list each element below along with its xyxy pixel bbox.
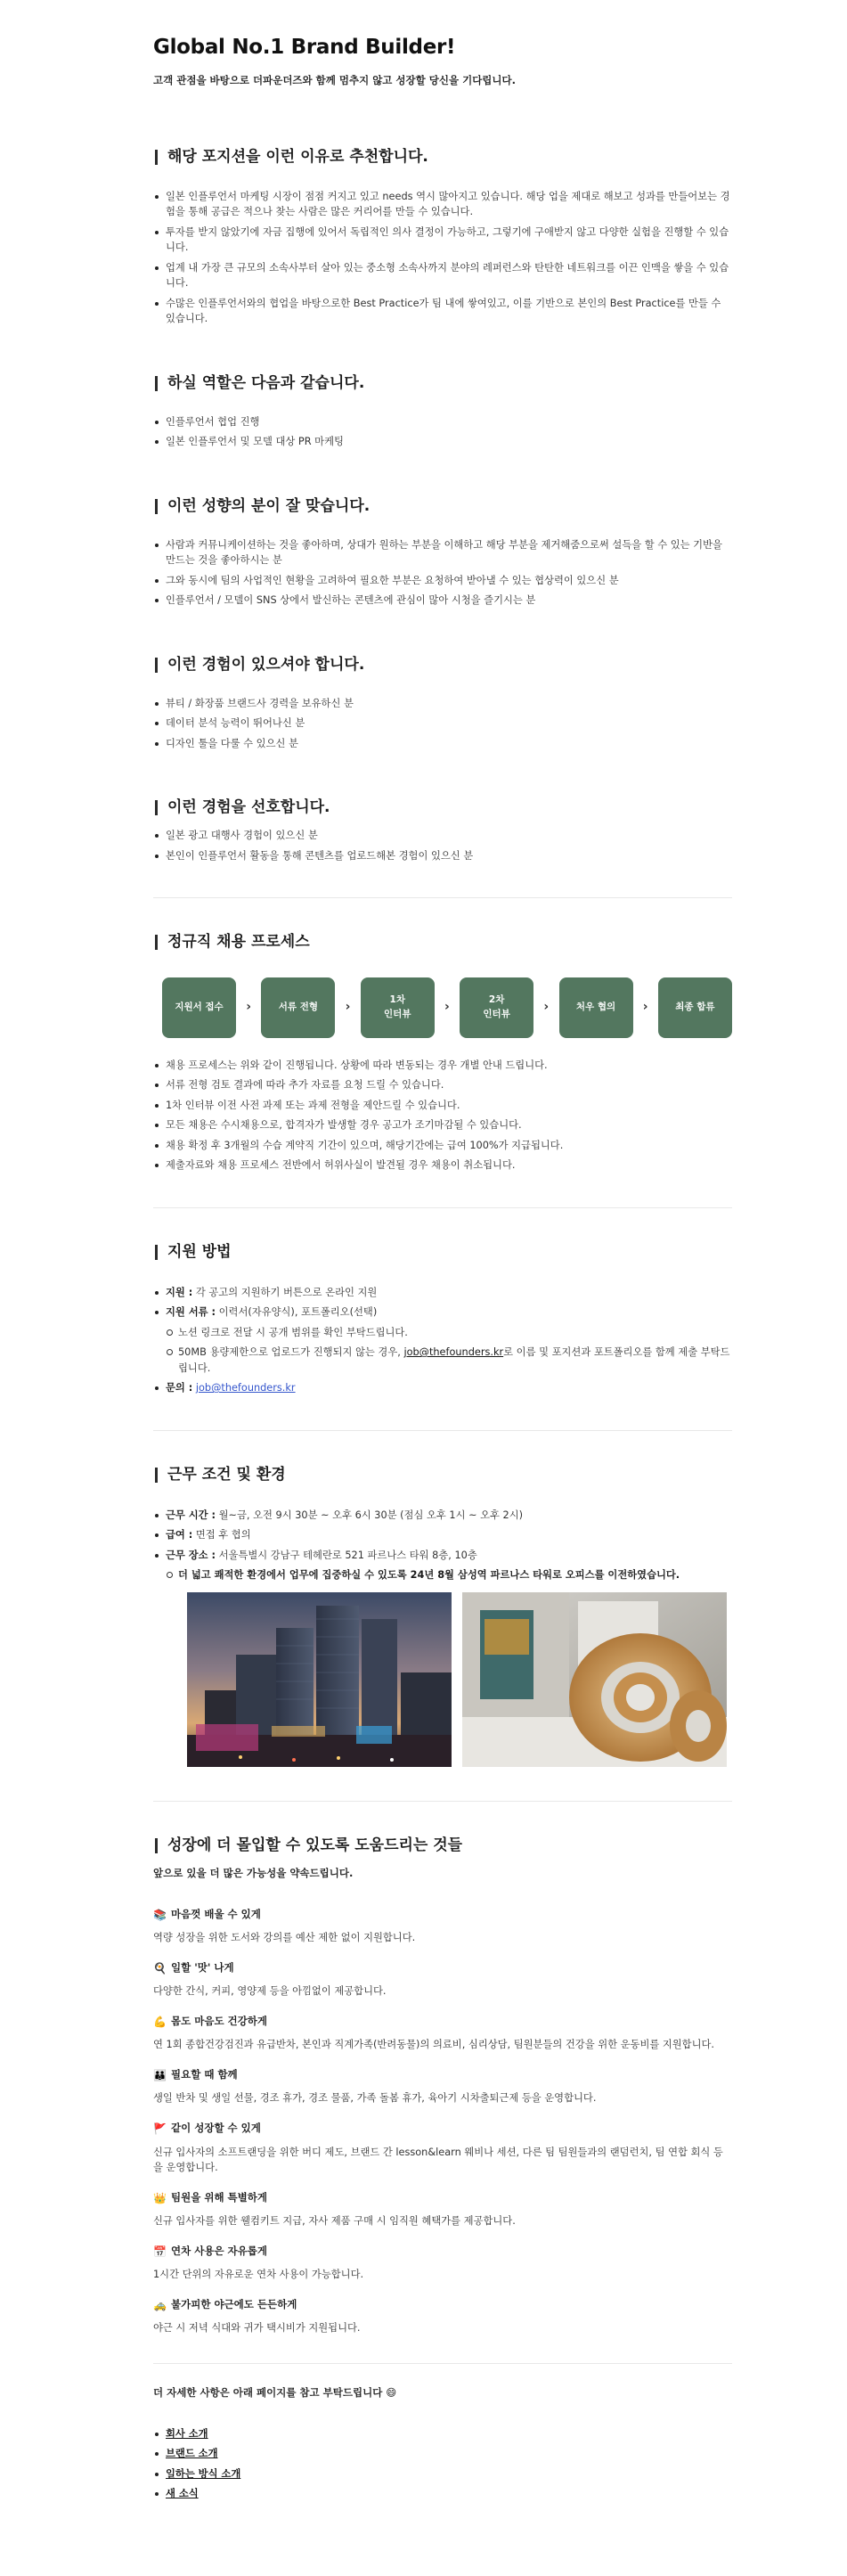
step-label: 2차 인터뷰	[483, 994, 510, 1019]
list-item: 사람과 커뮤니케이션하는 것을 좋아하며, 상대가 원하는 부분을 이해하고 해당 부분을 제거해줌으로써 설득을 할 수 있는 기반을 만드는 것을 좋아하시는 분	[153, 537, 732, 568]
section-heading: 정규직 채용 프로세스	[153, 932, 732, 952]
field-value: 이력서(자유양식), 포트폴리오(선택)	[216, 1306, 378, 1319]
field-label: 지원 :	[166, 1286, 193, 1298]
chevron-right-icon: ›	[444, 999, 450, 1014]
list-item: 일본 광고 대행사 경험이 있으신 분	[153, 828, 732, 844]
benefit-title-text: 같이 성장할 수 있게	[171, 2122, 261, 2135]
section-benefits	[153, 1836, 732, 2336]
benefit-desc: 역량 성장을 위한 도서와 강의를 예산 제한 없이 지원합니다.	[153, 1932, 416, 1944]
section-process	[153, 932, 732, 1173]
divider	[153, 1207, 732, 1208]
divider	[153, 1801, 732, 1802]
section-more	[153, 2385, 732, 2502]
field-label: 급여 :	[166, 1529, 193, 1542]
sub-list-item	[166, 1345, 732, 1376]
field-label: 근무 시간 :	[166, 1509, 216, 1521]
benefit-title	[153, 2014, 732, 2031]
list-item: 서류 전형 검토 결과에 따라 추가 자료를 요청 드릴 수 있습니다.	[153, 1077, 732, 1093]
list-item: 뷰티 / 화장품 브랜드사 경력을 보유하신 분	[153, 696, 732, 712]
list-item: 채용 프로세스는 위와 같이 진행됩니다. 상황에 따라 변동되는 경우 개별 안내 드립니다.	[153, 1058, 732, 1074]
divider	[153, 1430, 732, 1431]
list-item: 수많은 인플루언서와의 협업을 바탕으로한 Best Practice가 팀 내에 쌓여있고, 이를 기반으로 본인의 Best Practice를 만들 수 있습니다.	[153, 296, 732, 327]
list-item: 일본 인플루언서 마케팅 시장이 점점 커지고 있고 needs 역시 많아지고 있습니다. 해당 업을 제대로 해보고 성과를 만들어보는 경험을 통해 공급은 적으나 찾는 사람은 많은 커리어를 만들 수 있습니다.	[153, 189, 732, 220]
content-column	[153, 32, 732, 2506]
more-links	[153, 2426, 732, 2502]
field-value: 월~금, 오전 9시 30분 ~ 오후 6시 30분 (점심 오후 1시 ~ 오후 2시)	[216, 1509, 524, 1521]
list-item	[153, 1527, 732, 1543]
divider	[153, 897, 732, 898]
sub-list-item	[166, 1567, 732, 1583]
brand-intro-link[interactable]: 브랜드 소개	[166, 2448, 218, 2460]
section-heading: 하실 역할은 다음과 같습니다.	[153, 373, 732, 393]
section-roles	[153, 373, 732, 450]
step-label: 지원서 접수	[175, 1001, 224, 1012]
benefit-desc: 생일 반차 및 생일 선물, 경조 휴가, 경조 물품, 가족 돌봄 휴가, 육아기 시차출퇴근제 등을 운영합니다.	[153, 2092, 597, 2105]
benefit-title	[153, 1907, 732, 1924]
benefit-title-text: 마음껏 배울 수 있게	[171, 1908, 261, 1920]
office-note: 더 넓고 쾌적한 환경에서 업무에 집중하실 수 있도록 24년 8월 삼성역 파르나스 타워로 오피스를 이전하였습니다.	[178, 1569, 680, 1582]
section-heading: 이런 경험을 선호합니다.	[153, 797, 732, 817]
list-item: 제출자료와 채용 프로세스 전반에서 허위사실이 발견될 경우 채용이 취소됩니다.	[153, 1157, 732, 1174]
benefit-title-text: 필요할 때 함께	[171, 2068, 238, 2081]
list-item: 투자를 받지 않았기에 자금 집행에 있어서 독립적인 의사 결정이 가능하고, 그렇기에 구애받지 않고 다양한 실험을 진행할 수 있습니다.	[153, 225, 732, 256]
chevron-right-icon: ›	[246, 999, 252, 1014]
flag-icon: 🚩	[153, 2122, 167, 2135]
cooking-icon: 🍳	[153, 1961, 167, 1975]
list-item	[153, 1304, 732, 1376]
sub-list-item: 노션 링크로 전달 시 공개 범위를 확인 부탁드립니다.	[166, 1325, 732, 1341]
office-lobby-photo	[462, 1592, 727, 1767]
note-text: 50MB 용량제한으로 업로드가 진행되지 않는 경우,	[178, 1346, 401, 1359]
benefit-title	[153, 2121, 732, 2138]
benefit-title-text: 연차 사용은 자유롭게	[171, 2245, 267, 2258]
benefit-title	[153, 1960, 732, 1977]
benefit-title	[153, 2190, 732, 2207]
more-heading: 더 자세한 사항은 아래 페이지를 참고 부탁드립니다 😄	[153, 2385, 397, 2399]
step-label: 최종 합류	[675, 1001, 715, 1012]
office-photos	[187, 1592, 732, 1767]
process-step	[361, 977, 435, 1038]
list-item: 업계 내 가장 큰 규모의 소속사부터 살아 있는 중소형 소속사까지 분야의 레퍼런스와 탄탄한 네트워크를 이끈 인맥을 쌓을 수 있습니다.	[153, 260, 732, 291]
contact-email-link[interactable]: job@thefounders.kr	[195, 1382, 296, 1394]
section-heading: 해당 포지션을 이런 이유로 추천합니다.	[153, 147, 732, 167]
benefit-desc: 연 1회 종합건강검진과 유급반차, 본인과 직계가족(반려동물)의 의료비, 심리상담, 팀원분들의 건강을 위한 운동비를 지원합니다.	[153, 2039, 715, 2051]
list-item: 디자인 툴을 다룰 수 있으신 분	[153, 736, 732, 752]
field-label: 지원 서류 :	[166, 1306, 216, 1319]
calendar-icon: 📅	[153, 2245, 167, 2258]
process-step	[559, 977, 633, 1038]
step-label: 1차 인터뷰	[384, 994, 411, 1019]
list-item: 데이터 분석 능력이 뛰어나신 분	[153, 716, 732, 732]
process-step	[658, 977, 732, 1038]
benefit-title-text: 팀원을 위해 특별하게	[171, 2190, 267, 2204]
benefit-title-text: 불가피한 야근에도 든든하게	[171, 2298, 297, 2311]
section-heading: 지원 방법	[153, 1242, 732, 1262]
field-label: 문의 :	[166, 1382, 193, 1394]
step-label: 처우 협의	[575, 1001, 616, 1012]
roles-list	[153, 414, 732, 450]
list-item	[153, 1548, 732, 1583]
sub-list	[166, 1325, 732, 1377]
benefit-title-text: 일할 '맛' 나게	[171, 1961, 234, 1975]
office-building-photo	[187, 1592, 452, 1767]
personality-list	[153, 537, 732, 609]
list-item	[153, 1285, 732, 1301]
chevron-right-icon: ›	[642, 999, 648, 1014]
reasons-list	[153, 189, 732, 327]
email-link[interactable]: job@thefounders.kr	[403, 1346, 504, 1359]
list-item: 1차 인터뷰 이전 사전 과제 또는 과제 전형을 제안드릴 수 있습니다.	[153, 1098, 732, 1114]
section-apply	[153, 1242, 732, 1396]
list-item: 본인이 인플루언서 활동을 통해 콘텐츠를 업로드해본 경험이 있으신 분	[153, 848, 732, 864]
process-notes	[153, 1058, 732, 1174]
list-item	[153, 2486, 732, 2502]
field-value: 서울특별시 강남구 테헤란로 521 파르나스 타워 8층, 10층	[216, 1549, 477, 1561]
apply-list	[153, 1285, 732, 1396]
page-title: Global No.1 Brand Builder!	[153, 36, 456, 59]
process-step	[460, 977, 533, 1038]
work-style-link[interactable]: 일하는 방식 소개	[166, 2467, 241, 2480]
benefit-title-text: 몸도 마음도 건강하게	[171, 2015, 267, 2028]
section-personality	[153, 496, 732, 609]
news-link[interactable]: 새 소식	[166, 2488, 199, 2500]
taxi-icon: 🚕	[153, 2298, 167, 2311]
chevron-right-icon: ›	[345, 999, 351, 1014]
muscle-icon: 💪	[153, 2015, 167, 2028]
benefit-item	[153, 2067, 732, 2106]
list-item: 인플루언서 / 모델이 SNS 상에서 발신하는 콘텐츠에 관심이 많아 시청을 즐기시는 분	[153, 593, 732, 609]
benefit-title	[153, 2244, 732, 2261]
benefit-title	[153, 2067, 732, 2084]
field-label: 근무 장소 :	[166, 1549, 216, 1561]
benefit-title	[153, 2297, 732, 2314]
step-label: 서류 전형	[278, 1001, 318, 1012]
benefit-desc: 신규 입사자를 위한 웰컴키트 지급, 자사 제품 구매 시 임직원 혜택가를 제공합니다.	[153, 2215, 516, 2228]
process-step	[162, 977, 236, 1038]
section-reasons	[153, 147, 732, 326]
family-icon: 👪	[153, 2068, 167, 2081]
benefit-item	[153, 2121, 732, 2176]
preferred-list	[153, 828, 732, 863]
process-step	[261, 977, 335, 1038]
company-intro-link[interactable]: 회사 소개	[166, 2427, 208, 2440]
process-steps	[162, 977, 732, 1038]
section-heading: 이런 경험이 있으셔야 합니다.	[153, 655, 732, 675]
books-icon: 📚	[153, 1908, 167, 1921]
section-heading: 이런 성향의 분이 잘 맞습니다.	[153, 496, 732, 516]
section-preferred	[153, 797, 732, 863]
benefit-desc: 야근 시 저녁 식대와 귀가 택시비가 지원됩니다.	[153, 2322, 361, 2335]
chevron-right-icon: ›	[543, 999, 550, 1014]
field-value: 각 공고의 지원하기 버튼으로 온라인 지원	[192, 1286, 378, 1298]
list-item	[153, 1508, 732, 1524]
benefit-item	[153, 1907, 732, 1946]
list-item	[153, 1380, 732, 1396]
benefit-desc: 신규 입사자의 소프트랜딩을 위한 버디 제도, 브랜드 간 lesson&learn 웨비나 세션, 다른 팀 팀원들과의 랜덤런치, 팀 연합 회식 등을 운영합니다.	[153, 2146, 723, 2174]
list-item: 그와 동시에 팀의 사업적인 현황을 고려하여 필요한 부분은 요청하여 받아낼 수 있는 협상력이 있으신 분	[153, 573, 732, 589]
crown-icon: 👑	[153, 2191, 167, 2204]
divider	[153, 2363, 732, 2364]
list-item: 인플루언서 협업 진행	[153, 414, 732, 430]
benefit-item	[153, 1960, 732, 1999]
list-item	[153, 2466, 732, 2482]
note-text: 로 이름 및 포지션과 포트폴리오를 함께 제출 부탁드립니다.	[178, 1346, 730, 1374]
section-conditions	[153, 1465, 732, 1767]
field-value: 면접 후 협의	[192, 1529, 251, 1542]
section-heading: 근무 조건 및 환경	[153, 1465, 732, 1484]
conditions-list	[153, 1508, 732, 1583]
benefit-item	[153, 2014, 732, 2053]
benefit-item	[153, 2297, 732, 2336]
page-subtitle: 고객 관점을 바탕으로 더파운더즈와 함께 멈추지 않고 성장할 당신을 기다립니다.	[153, 73, 516, 86]
sub-list	[166, 1567, 732, 1583]
benefit-item	[153, 2244, 732, 2283]
benefit-desc: 1시간 단위의 자유로운 연차 사용이 가능합니다.	[153, 2269, 364, 2281]
list-item	[153, 2426, 732, 2442]
section-heading: 성장에 더 몰입할 수 있도록 도움드리는 것들	[153, 1836, 732, 1855]
list-item: 모든 채용은 수시채용으로, 합격자가 발생할 경우 공고가 조기마감될 수 있습니다.	[153, 1117, 732, 1133]
benefit-item	[153, 2190, 732, 2229]
list-item: 채용 확정 후 3개월의 수습 계약직 기간이 있으며, 해당기간에는 급여 100%가 지급됩니다.	[153, 1138, 732, 1154]
benefit-desc: 다양한 간식, 커피, 영양제 등을 아낌없이 제공합니다.	[153, 1985, 387, 1998]
requirements-list	[153, 696, 732, 752]
section-requirements	[153, 655, 732, 752]
list-item	[153, 2446, 732, 2462]
list-item: 일본 인플루언서 및 모델 대상 PR 마케팅	[153, 434, 732, 450]
benefits-subheading: 앞으로 있을 더 많은 가능성을 약속드립니다.	[153, 1866, 354, 1879]
